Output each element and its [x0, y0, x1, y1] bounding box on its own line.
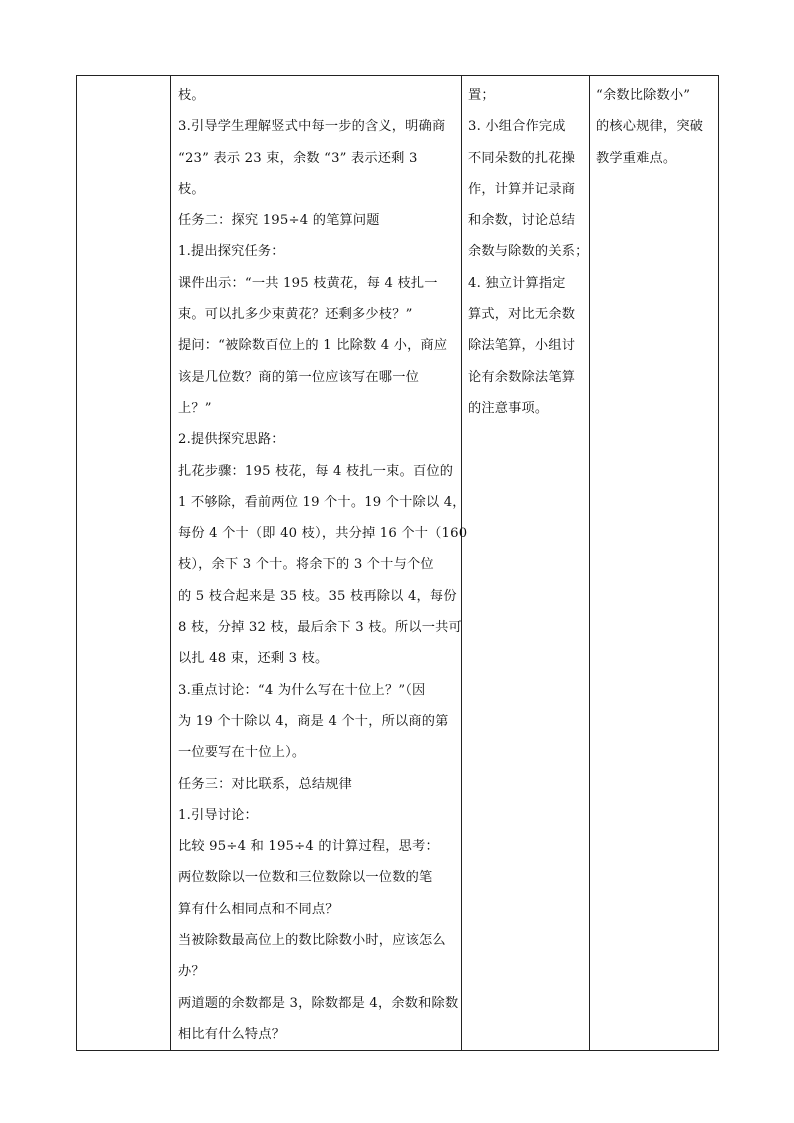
text-line: 除法笔算，小组讨	[468, 338, 576, 354]
text-line: 以扎 48 束，还剩 3 枝。	[178, 651, 329, 667]
text-line: 枝。	[178, 88, 205, 103]
text-line: 余数与除数的关系；	[468, 244, 589, 260]
text-line: 该是几位数？商的第一位应该写在哪一位	[178, 369, 419, 385]
text-line: 算式，对比无余数	[468, 307, 576, 323]
text-line: 1.引导讨论：	[178, 807, 258, 823]
text-line: 枝。	[178, 181, 205, 197]
text-line: 教学重难点。	[596, 150, 677, 166]
text-line: 比较 95÷4 和 195÷4 的计算过程，思考：	[178, 839, 439, 855]
text-line: 不同朵数的扎花操	[468, 150, 576, 166]
stage-cell	[77, 76, 171, 1051]
text-line: 扎花步骤：195 枝花，每 4 枝扎一束。百位的	[178, 463, 454, 479]
text-line: 作，计算并记录商	[468, 181, 576, 197]
student-activity-cell	[462, 76, 590, 1051]
text-line: 每份 4 个十（即 40 枝），共分掉 16 个十（160	[178, 526, 468, 542]
text-line: 课件出示：“一共 195 枝黄花，每 4 枝扎一	[178, 275, 438, 291]
text-line: 一位要写在十位上）。	[178, 745, 306, 761]
text-line: 3.引导学生理解竖式中每一步的含义，明确商	[178, 119, 446, 135]
teacher-activity-text	[171, 76, 468, 1050]
text-line: 置；	[468, 88, 495, 103]
design-intent-cell	[590, 76, 719, 1051]
text-line: 两位数除以一位数和三位数除以一位数的笔	[178, 870, 433, 886]
design-intent-text	[590, 76, 718, 174]
text-line: 的 5 枝合起来是 35 枝。35 枝再除以 4，每份	[178, 588, 457, 604]
text-line: 办？	[178, 964, 205, 980]
text-line: 论有余数除法笔算	[468, 369, 576, 385]
student-activity-text	[462, 76, 589, 424]
text-line: 上？”	[178, 400, 212, 416]
table-row	[77, 76, 719, 1051]
text-line: 两道题的余数都是 3，除数都是 4，余数和除数	[178, 995, 459, 1011]
text-line: 为 19 个十除以 4，商是 4 个十，所以商的第	[178, 713, 449, 729]
text-line: 相比有什么特点？	[178, 1026, 286, 1042]
text-line: 4. 独立计算指定	[468, 275, 566, 291]
text-line: 3. 小组合作完成	[468, 119, 566, 135]
text-line: 任务二：探究 195÷4 的笔算问题	[178, 213, 380, 229]
text-line: 2.提供探究思路：	[178, 432, 285, 448]
text-line: “余数比除数小”	[596, 88, 691, 103]
text-line: 3.重点讨论：“4 为什么写在十位上？”（因	[178, 682, 426, 698]
text-line: 算有什么相同点和不同点？	[178, 901, 339, 917]
text-line: 束。可以扎多少束黄花？还剩多少枝？”	[178, 307, 413, 323]
text-line: 的注意事项。	[468, 400, 549, 416]
lesson-plan-table	[76, 75, 719, 1051]
text-line: 的核心规律，突破	[596, 119, 704, 135]
text-line: 1 不够除，看前两位 19 个十。19 个十除以 4，	[178, 494, 466, 510]
text-line: “23” 表示 23 束，余数 “3” 表示还剩 3	[178, 150, 418, 166]
text-line: 任务三：对比联系，总结规律	[178, 776, 353, 792]
text-line: 当被除数最高位上的数比除数小时，应该怎么	[178, 933, 446, 949]
text-line: 和余数，讨论总结	[468, 213, 576, 229]
text-line: 提问：“被除数百位上的 1 比除数 4 小，商应	[178, 338, 448, 354]
text-line: 1.提出探究任务：	[178, 244, 285, 260]
text-line: 枝），余下 3 个十。将余下的 3 个十与个位	[178, 557, 434, 573]
teacher-activity-cell	[171, 76, 468, 1051]
text-line: 8 枝，分掉 32 枝，最后余下 3 枝。所以一共可	[178, 620, 462, 636]
